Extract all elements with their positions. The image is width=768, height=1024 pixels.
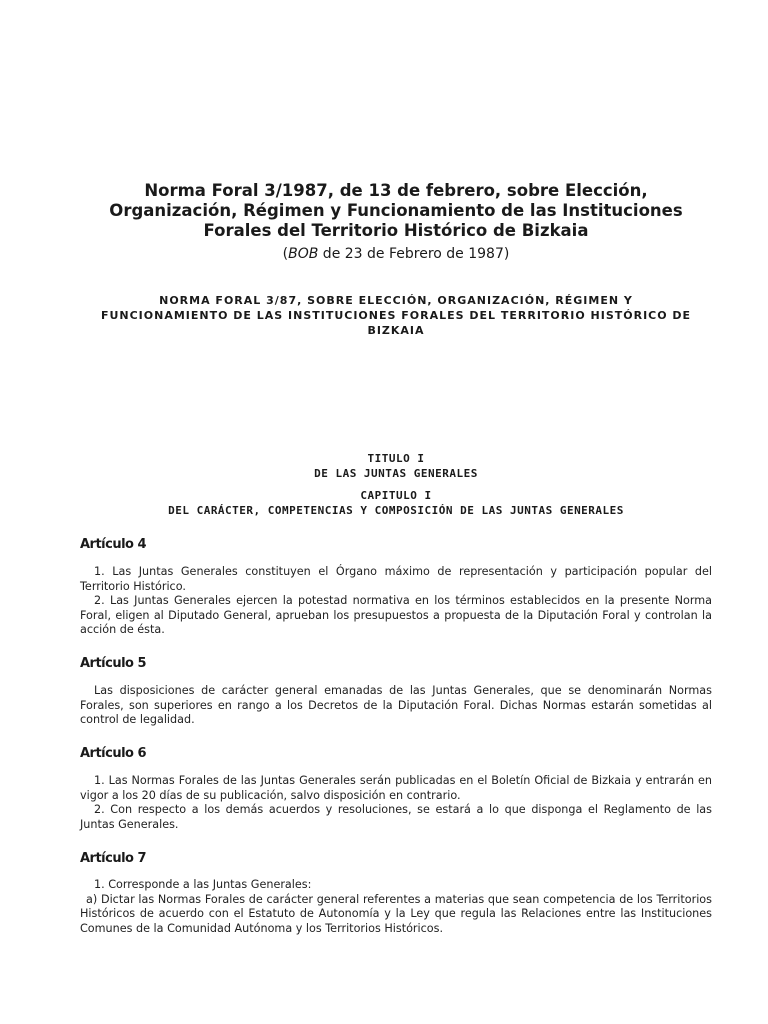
article-title: Artículo 7 [80,851,147,866]
article-paragraph: a) Dictar las Normas Forales de carácter general referentes a materias que sean competencia de los Territorios Históricos de acuerdo con el Estatuto de Autonomía y la Ley que regula las Relaciones entre las Instituciones Comunes de la Comunidad Autónoma y los Territorios Históricos. [80,892,712,935]
caps-title: NORMA FORAL 3/87, SOBRE ELECCIÓN, ORGANIZACIÓN, RÉGIMEN Y FUNCIONAMIENTO DE LAS INSTITUCIONES FORALES DEL TERRITORIO HISTÓRICO DE BIZKAIA [100,294,692,337]
document-title: Norma Foral 3/1987, de 13 de febrero, sobre Elección, Organización, Régimen y Funcionamiento de las Instituciones Forales del Territorio Histórico de Bizkaia [109,181,683,240]
capitulo-name: DEL CARÁCTER, COMPETENCIAS Y COMPOSICIÓN DE LAS JUNTAS GENERALES [168,504,624,517]
article-paragraph: 2. Con respecto a los demás acuerdos y resoluciones, se estará a lo que disponga el Reglamento de las Juntas Generales. [80,803,712,831]
article-paragraph: 1. Las Normas Forales de las Juntas Generales serán publicadas en el Boletín Oficial de Bizkaia y entrarán en vigor a los 20 días de su publicación, salvo disposición en contrario. [80,774,712,802]
article-title: Artículo 6 [80,746,147,761]
article-paragraph: 2. Las Juntas Generales ejercen la potestad normativa en los términos establecidos en la presente Norma Foral, eligen al Diputado General, aprueban los presupuestos a propuesta de la Diputación Foral y controlan la acción de ésta. [80,594,712,636]
article-body [80,684,712,728]
article-paragraph: Las disposiciones de carácter general emanadas de las Juntas Generales, que se denominarán Normas Forales, son superiores en rango a los Decretos de la Diputación Foral. Dichas Normas estarán sometidas al control de legalidad. [80,684,712,726]
capitulo-number: CAPITULO I [360,489,432,502]
article-paragraph: 1. Las Juntas Generales constituyen el Órgano máximo de representación y participación popular del Territorio Histórico. [80,565,712,593]
publication-open: ( [282,246,289,262]
titulo-name: DE LAS JUNTAS GENERALES [314,467,478,480]
article-title: Artículo 5 [80,656,147,671]
publication-reference [80,245,712,263]
article-body [80,565,712,638]
article-paragraph: 1. Corresponde a las Juntas Generales: [94,878,312,891]
article-body [80,774,712,832]
publication-journal: BOB [288,246,319,262]
publication-date: de 23 de Febrero de 1987) [318,246,510,262]
capitulo-heading [80,488,712,518]
titulo-number: TITULO I [367,452,425,465]
article-title: Artículo 4 [80,537,147,552]
titulo-heading [80,451,712,481]
article-body [80,878,712,936]
